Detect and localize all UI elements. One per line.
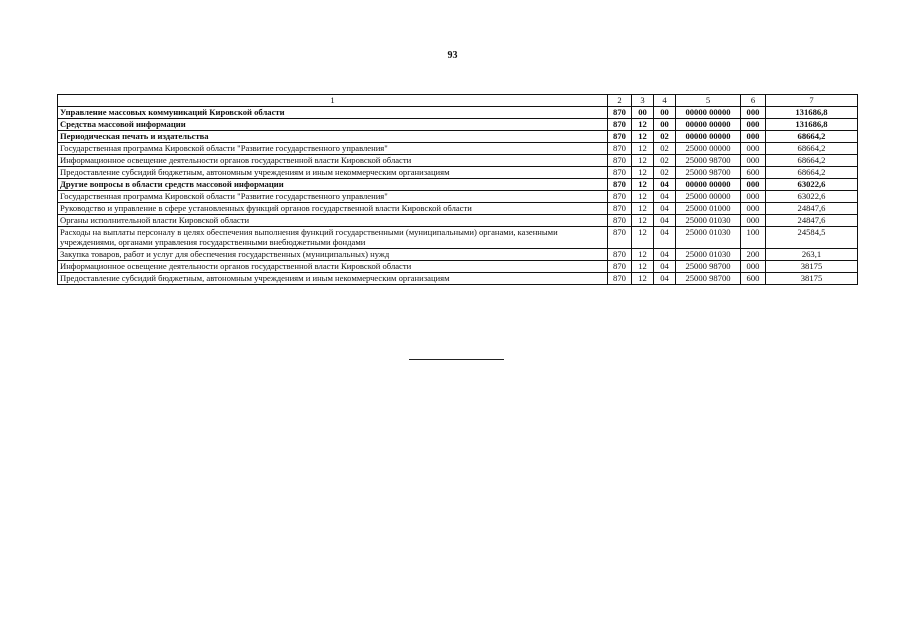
item-name-cell: Предоставление субсидий бюджетным, автономным учреждениям и иным некоммерческим организациям xyxy=(58,272,608,284)
table-row xyxy=(58,118,858,130)
section-code-cell: 12 xyxy=(632,272,654,284)
target-article-cell: 25000 01030 xyxy=(676,248,741,260)
target-article-cell: 25000 98700 xyxy=(676,154,741,166)
item-name-cell: Периодическая печать и издательства xyxy=(58,130,608,142)
target-article-cell: 25000 01000 xyxy=(676,202,741,214)
subsection-code-cell: 04 xyxy=(654,248,676,260)
column-header: 2 xyxy=(608,95,632,107)
column-header: 6 xyxy=(741,95,766,107)
expense-type-cell: 000 xyxy=(741,178,766,190)
amount-cell: 68664,2 xyxy=(766,166,858,178)
department-code-cell: 870 xyxy=(608,202,632,214)
item-name-cell: Закупка товаров, работ и услуг для обеспечения государственных (муниципальных) нужд xyxy=(58,248,608,260)
amount-cell: 68664,2 xyxy=(766,154,858,166)
department-code-cell: 870 xyxy=(608,106,632,118)
target-article-cell: 00000 00000 xyxy=(676,106,741,118)
column-header: 7 xyxy=(766,95,858,107)
item-name-cell: Руководство и управление в сфере установленных функций органов государственной власти Кировской области xyxy=(58,202,608,214)
expense-type-cell: 100 xyxy=(741,226,766,248)
section-code-cell: 12 xyxy=(632,214,654,226)
column-header: 4 xyxy=(654,95,676,107)
subsection-code-cell: 02 xyxy=(654,166,676,178)
subsection-code-cell: 02 xyxy=(654,154,676,166)
item-name-cell: Расходы на выплаты персоналу в целях обеспечения выполнения функций государственными (муниципальными) органами, казенными учреждениями, органами управления государственными внебюджетными фондами xyxy=(58,226,608,248)
table-row xyxy=(58,190,858,202)
section-code-cell: 12 xyxy=(632,142,654,154)
target-article-cell: 25000 98700 xyxy=(676,272,741,284)
table-row xyxy=(58,272,858,284)
expense-type-cell: 000 xyxy=(741,142,766,154)
amount-cell: 131686,8 xyxy=(766,118,858,130)
subsection-code-cell: 04 xyxy=(654,202,676,214)
expense-type-cell: 000 xyxy=(741,154,766,166)
amount-cell: 38175 xyxy=(766,260,858,272)
target-article-cell: 00000 00000 xyxy=(676,118,741,130)
department-code-cell: 870 xyxy=(608,130,632,142)
target-article-cell: 25000 01030 xyxy=(676,214,741,226)
subsection-code-cell: 00 xyxy=(654,118,676,130)
section-code-cell: 12 xyxy=(632,154,654,166)
section-code-cell: 12 xyxy=(632,130,654,142)
department-code-cell: 870 xyxy=(608,260,632,272)
table-row xyxy=(58,214,858,226)
subsection-code-cell: 04 xyxy=(654,214,676,226)
table-body xyxy=(58,95,858,285)
department-code-cell: 870 xyxy=(608,190,632,202)
department-code-cell: 870 xyxy=(608,154,632,166)
table-row xyxy=(58,166,858,178)
target-article-cell: 25000 01030 xyxy=(676,226,741,248)
amount-cell: 68664,2 xyxy=(766,142,858,154)
item-name-cell: Информационное освещение деятельности органов государственной власти Кировской области xyxy=(58,260,608,272)
department-code-cell: 870 xyxy=(608,166,632,178)
subsection-code-cell: 04 xyxy=(654,226,676,248)
amount-cell: 24847,6 xyxy=(766,202,858,214)
expense-type-cell: 000 xyxy=(741,190,766,202)
amount-cell: 24584,5 xyxy=(766,226,858,248)
divider-line xyxy=(409,359,504,360)
page-number: 93 xyxy=(447,50,458,61)
item-name-cell: Органы исполнительной власти Кировской области xyxy=(58,214,608,226)
column-header: 1 xyxy=(58,95,608,107)
expense-type-cell: 000 xyxy=(741,106,766,118)
department-code-cell: 870 xyxy=(608,178,632,190)
expense-type-cell: 600 xyxy=(741,166,766,178)
section-code-cell: 12 xyxy=(632,178,654,190)
subsection-code-cell: 04 xyxy=(654,178,676,190)
expense-type-cell: 000 xyxy=(741,202,766,214)
section-code-cell: 12 xyxy=(632,202,654,214)
subsection-code-cell: 02 xyxy=(654,142,676,154)
department-code-cell: 870 xyxy=(608,272,632,284)
amount-cell: 68664,2 xyxy=(766,130,858,142)
item-name-cell: Государственная программа Кировской области "Развитие государственного управления" xyxy=(58,142,608,154)
section-code-cell: 00 xyxy=(632,106,654,118)
table-row xyxy=(58,178,858,190)
expense-type-cell: 200 xyxy=(741,248,766,260)
item-name-cell: Государственная программа Кировской области "Развитие государственного управления" xyxy=(58,190,608,202)
table-row xyxy=(58,202,858,214)
expense-type-cell: 600 xyxy=(741,272,766,284)
target-article-cell: 00000 00000 xyxy=(676,178,741,190)
expense-type-cell: 000 xyxy=(741,118,766,130)
item-name-cell: Другие вопросы в области средств массовой информации xyxy=(58,178,608,190)
table-header-row xyxy=(58,95,858,107)
expense-type-cell: 000 xyxy=(741,260,766,272)
item-name-cell: Управление массовых коммуникаций Кировской области xyxy=(58,106,608,118)
subsection-code-cell: 04 xyxy=(654,190,676,202)
amount-cell: 63022,6 xyxy=(766,178,858,190)
expense-type-cell: 000 xyxy=(741,214,766,226)
budget-table xyxy=(57,94,858,285)
table-row xyxy=(58,248,858,260)
section-code-cell: 12 xyxy=(632,190,654,202)
department-code-cell: 870 xyxy=(608,214,632,226)
amount-cell: 63022,6 xyxy=(766,190,858,202)
section-code-cell: 12 xyxy=(632,248,654,260)
department-code-cell: 870 xyxy=(608,142,632,154)
item-name-cell: Средства массовой информации xyxy=(58,118,608,130)
section-code-cell: 12 xyxy=(632,226,654,248)
department-code-cell: 870 xyxy=(608,118,632,130)
table-row xyxy=(58,226,858,248)
column-header: 3 xyxy=(632,95,654,107)
amount-cell: 24847,6 xyxy=(766,214,858,226)
section-code-cell: 12 xyxy=(632,118,654,130)
section-code-cell: 12 xyxy=(632,260,654,272)
subsection-code-cell: 00 xyxy=(654,106,676,118)
expense-type-cell: 000 xyxy=(741,130,766,142)
amount-cell: 263,1 xyxy=(766,248,858,260)
subsection-code-cell: 04 xyxy=(654,260,676,272)
subsection-code-cell: 02 xyxy=(654,130,676,142)
table-row xyxy=(58,154,858,166)
department-code-cell: 870 xyxy=(608,248,632,260)
column-header: 5 xyxy=(676,95,741,107)
target-article-cell: 25000 00000 xyxy=(676,190,741,202)
target-article-cell: 25000 98700 xyxy=(676,166,741,178)
item-name-cell: Предоставление субсидий бюджетным, автономным учреждениям и иным некоммерческим организациям xyxy=(58,166,608,178)
department-code-cell: 870 xyxy=(608,226,632,248)
amount-cell: 38175 xyxy=(766,272,858,284)
section-code-cell: 12 xyxy=(632,166,654,178)
table-row xyxy=(58,106,858,118)
subsection-code-cell: 04 xyxy=(654,272,676,284)
item-name-cell: Информационное освещение деятельности органов государственной власти Кировской области xyxy=(58,154,608,166)
table-row xyxy=(58,130,858,142)
target-article-cell: 25000 00000 xyxy=(676,142,741,154)
table-row xyxy=(58,260,858,272)
amount-cell: 131686,8 xyxy=(766,106,858,118)
target-article-cell: 00000 00000 xyxy=(676,130,741,142)
target-article-cell: 25000 98700 xyxy=(676,260,741,272)
table-row xyxy=(58,142,858,154)
